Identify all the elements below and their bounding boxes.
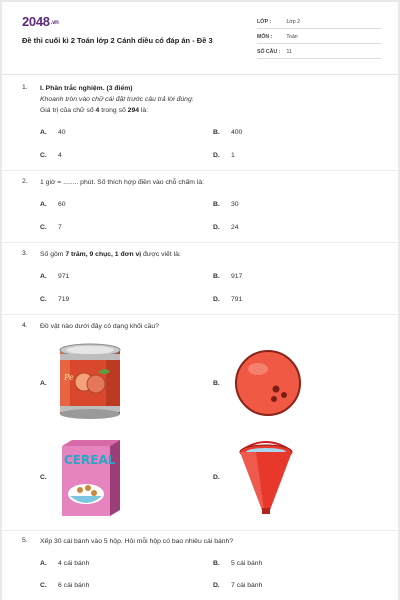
meta-key: LỚP :	[257, 19, 272, 25]
option-d[interactable]: D. 24	[213, 224, 239, 231]
meta-key: SỐ CÂU :	[257, 49, 281, 55]
option-a[interactable]: A.	[40, 380, 47, 387]
cereal-box-image	[56, 438, 124, 516]
divider	[2, 170, 398, 171]
question-text: Số gồm 7 trăm, 9 chục, 1 đơn vị được viết là:	[40, 251, 181, 258]
question-number: 1.	[22, 84, 28, 91]
bucket-image	[234, 438, 298, 518]
question-number: 5.	[22, 537, 28, 544]
option-c[interactable]: C. 7	[40, 224, 62, 231]
option-d[interactable]: D.	[213, 474, 220, 481]
meta-class	[257, 16, 381, 29]
section-title: I. Phần trắc nghiệm. (3 điểm)	[40, 85, 133, 92]
svg-text:CEREAL: CEREAL	[64, 453, 116, 467]
option-d[interactable]: D. 1	[213, 152, 235, 159]
option-d[interactable]: D. 7 cái bánh	[213, 582, 263, 589]
option-c[interactable]: C. 4	[40, 152, 62, 159]
svg-text:Pe: Pe	[64, 373, 74, 382]
option-a[interactable]: A. 4 cái bánh	[40, 560, 90, 567]
option-b[interactable]: B. 30	[213, 201, 239, 208]
tin-can-image	[54, 342, 126, 420]
meta-value: Toán	[286, 34, 298, 40]
question-text: Đồ vật nào dưới đây có dạng khối cầu?	[40, 323, 159, 330]
option-d[interactable]: D. 791	[213, 296, 243, 303]
divider	[2, 314, 398, 315]
option-c[interactable]: C. 719	[40, 296, 70, 303]
option-c[interactable]: C.	[40, 474, 47, 481]
logo-text: 2048	[22, 14, 50, 29]
question-stem	[40, 84, 370, 117]
meta-count	[257, 46, 381, 59]
option-a[interactable]: A. 971	[40, 273, 70, 280]
question-number: 4.	[22, 322, 28, 329]
question-text: 1 giờ = ........ phút. Số thích hợp điền vào chỗ chấm là:	[40, 179, 205, 186]
meta-value: Lớp 2	[286, 19, 300, 25]
page-title: Đề thi cuối kì 2 Toán lớp 2 Cánh diều có đáp án - Đề 3	[22, 36, 213, 45]
option-a[interactable]: A. 40	[40, 129, 66, 136]
meta-value: 11	[286, 49, 292, 55]
option-c[interactable]: C. 6 cái bánh	[40, 582, 90, 589]
ball-image	[234, 349, 302, 417]
header-divider	[2, 74, 398, 75]
logo-suffix: .vn	[50, 19, 59, 26]
question-text: Giá trị của chữ số 4 trong số 294 là:	[40, 106, 149, 114]
option-b[interactable]: B. 5 cái bánh	[213, 560, 263, 567]
site-logo[interactable]	[22, 14, 59, 29]
exam-page	[2, 2, 398, 600]
option-b[interactable]: B.	[213, 380, 220, 387]
instruction: Khoanh tròn vào chữ cái đặt trước câu trả lời đúng:	[40, 95, 194, 103]
option-b[interactable]: B. 400	[213, 129, 243, 136]
meta-subject	[257, 31, 381, 44]
option-a[interactable]: A. 60	[40, 201, 66, 208]
option-b[interactable]: B. 917	[213, 273, 243, 280]
divider	[2, 530, 398, 531]
divider	[2, 242, 398, 243]
question-number: 2.	[22, 178, 28, 185]
question-text: Xếp 30 cái bánh vào 5 hộp. Hỏi mỗi hộp có bao nhiêu cái bánh?	[40, 538, 234, 545]
exam-header	[2, 2, 398, 74]
question-number: 3.	[22, 250, 28, 257]
meta-key: MÔN :	[257, 34, 273, 40]
